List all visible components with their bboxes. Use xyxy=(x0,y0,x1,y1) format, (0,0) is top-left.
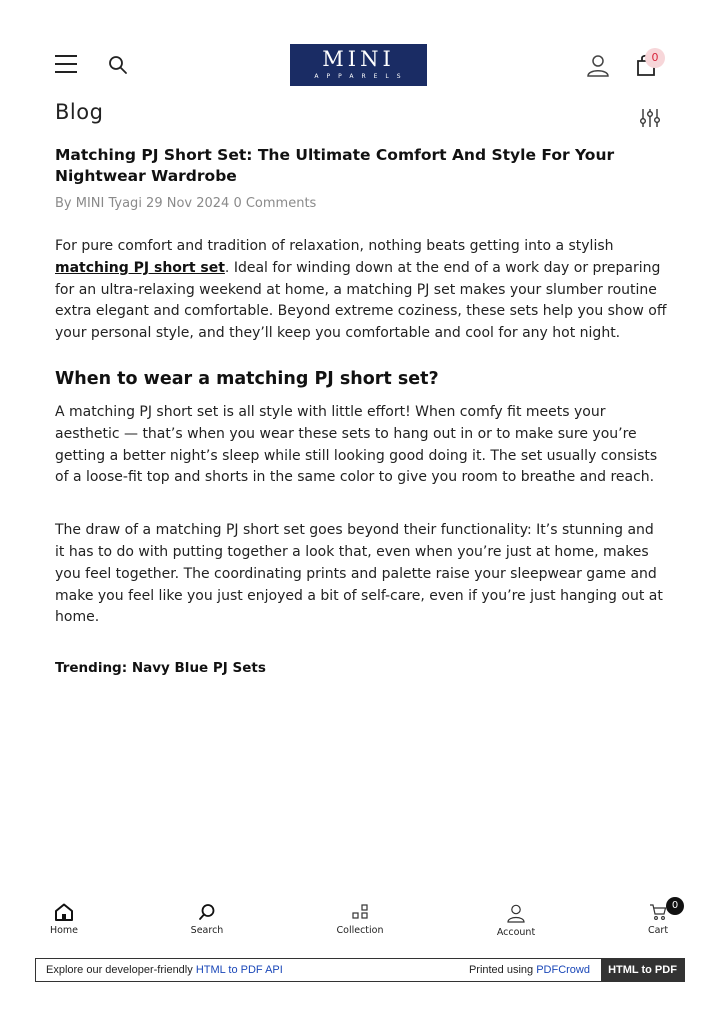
pdf-footer-left xyxy=(46,964,283,976)
pdf-footer-mid xyxy=(469,964,590,976)
nav-search-label: Search xyxy=(190,925,224,936)
nav-search[interactable] xyxy=(167,895,247,936)
nav-cart-count-badge: 0 xyxy=(666,897,684,915)
bottom-nav xyxy=(0,895,720,945)
account-icon[interactable] xyxy=(586,53,610,77)
pdfcrowd-link[interactable]: PDFCrowd xyxy=(536,964,590,976)
nav-cart-label: Cart xyxy=(647,925,669,936)
nav-account[interactable] xyxy=(476,895,556,938)
trending-heading: Trending: Navy Blue PJ Sets xyxy=(55,660,266,677)
nav-cart[interactable] xyxy=(618,895,698,936)
article-paragraph-1 xyxy=(55,236,667,345)
pdf-footer-left-text: Explore our developer-friendly xyxy=(46,964,196,976)
nav-home[interactable] xyxy=(24,895,104,936)
blog-title: Blog xyxy=(55,100,104,124)
search-icon xyxy=(198,903,216,921)
account-icon xyxy=(506,903,526,923)
nav-collection-label: Collection xyxy=(336,925,384,936)
nav-account-label: Account xyxy=(496,927,536,938)
site-header xyxy=(0,40,720,90)
pdf-footer-mid-text: Printed using xyxy=(468,964,537,976)
nav-home-label: Home xyxy=(49,925,79,936)
post-title: Matching PJ Short Set: The Ultimate Comfort And Style For Your Nightwear Wardrobe xyxy=(55,146,615,185)
pdf-footer-bar xyxy=(35,958,685,982)
article-paragraph-3: The draw of a matching PJ short set goes beyond their functionality: It’s stunning and it has to do with putting together a look that, even when you’re just at home, makes you feel together. The coordinating prints and palette raise your sleepwear game and make you feel like you just enjoyed a bit of self-care, even if you’re just hanging out at home. xyxy=(55,522,663,626)
hamburger-icon[interactable] xyxy=(55,55,77,73)
logo-text-main: MINI xyxy=(322,47,395,71)
search-icon[interactable] xyxy=(108,55,128,75)
nav-collection[interactable] xyxy=(320,895,400,936)
html-to-pdf-api-link[interactable]: HTML to PDF API xyxy=(195,964,283,976)
filter-icon[interactable] xyxy=(638,106,662,130)
article xyxy=(55,145,667,676)
home-icon xyxy=(54,903,74,921)
html-to-pdf-button[interactable]: HTML to PDF xyxy=(601,959,684,981)
post-meta: By MINI Tyagi 29 Nov 2024 0 Comments xyxy=(55,196,317,211)
matching-pj-link[interactable]: matching PJ short set xyxy=(55,259,225,276)
cart-icon xyxy=(649,903,667,921)
cart-count-badge: 0 xyxy=(645,48,665,68)
paragraph-text: . Ideal for winding down at the end of a work day or preparing for an ultra-relaxing weekend at home, a matching PJ set makes your slumber routine extra elegant and comfortable. Beyond extreme coziness, these sets help you show off your personal style, and they’ll keep you comfortable and cool for any hot night. xyxy=(55,259,667,342)
paragraph-text: For pure comfort and tradition of relaxation, nothing beats getting into a stylish xyxy=(55,238,614,254)
article-paragraph-2: A matching PJ short set is all style with little effort! When comfy fit meets your aesthetic — that’s when you wear these sets to hang out in or to make sure you’re getting a better night’s sleep while still looking good doing it. The set usually consists of a loose-fit top and shorts in the same color to give you room to breathe and reach. xyxy=(55,403,658,486)
collection-icon xyxy=(351,903,369,921)
site-logo[interactable] xyxy=(290,44,427,86)
logo-text-sub: APPARELS xyxy=(314,73,409,80)
section-heading: When to wear a matching PJ short set? xyxy=(55,368,439,389)
